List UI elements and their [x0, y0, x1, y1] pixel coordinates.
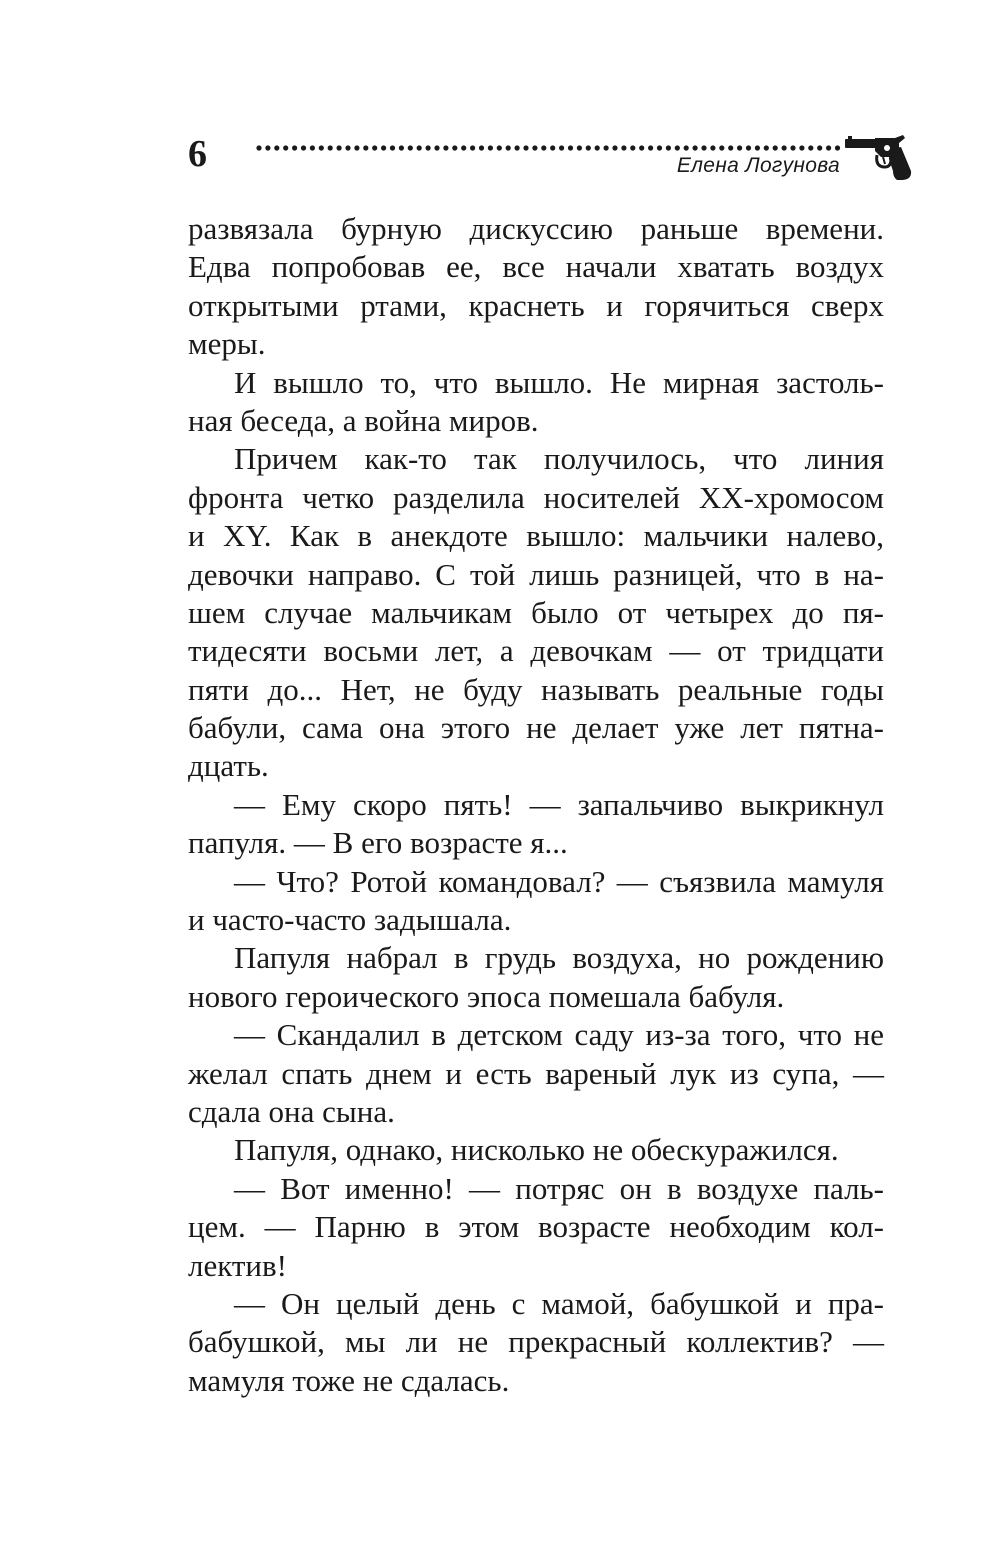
text-line: — Ему скоро пять! — запальчиво выкрикнул: [234, 786, 884, 822]
text-line: Причем как-то так получилось, что линия: [234, 441, 884, 477]
text-line: шем случае мальчикам было от четырех до пя-: [188, 594, 884, 630]
text-line: меры.: [188, 326, 266, 362]
text-line: — Вот именно! — потряс он в воздухе паль-: [234, 1170, 884, 1206]
text-line: развязала бурную дискуссию раньше времени.: [188, 211, 884, 246]
revolver-icon: [845, 135, 913, 181]
text-line: лектив!: [188, 1247, 287, 1283]
text-line: мамуля тоже не сдалась.: [188, 1362, 510, 1398]
text-line: желал спать днем и есть вареный лук из супа, —: [188, 1055, 884, 1091]
text-line: девочки направо. С той лишь разницей, что в на-: [188, 556, 884, 592]
text-line: цем. — Парню в этом возрасте необходим кол-: [188, 1209, 884, 1245]
text-line: ная беседа, а война миров.: [188, 402, 539, 438]
text-line: и часто-часто задышала.: [188, 902, 512, 938]
text-line: — Что? Ротой командовал? — съязвила мамуля: [234, 863, 884, 899]
text-line: тидесяти восьми лет, а девочкам — от тридцати: [188, 633, 884, 669]
text-line: Едва попробовав ее, все начали хватать воздух: [188, 249, 884, 285]
text-line: пяти до... Нет, не буду называть реальные годы: [188, 671, 884, 707]
text-line: нового героического эпоса помешала бабуля.: [188, 978, 785, 1014]
text-line: — Он целый день с мамой, бабушкой и пра-: [234, 1285, 884, 1321]
text-line: — Скандалил в детском саду из-за того, что не: [234, 1017, 884, 1053]
body-text: [188, 210, 884, 1400]
header-dotted-rule: [255, 143, 845, 153]
text-line: Папуля, однако, нисколько не обескуражился.: [234, 1132, 839, 1168]
running-head-author: Елена Логунова: [676, 154, 840, 177]
text-line: И вышло то, что вышло. Не мирная застоль-: [234, 364, 884, 400]
text-line: Папуля набрал в грудь воздуха, но рождению: [234, 940, 884, 976]
text-line: дцать.: [188, 748, 269, 784]
text-line: бабули, сама она этого не делает уже лет пятна-: [188, 710, 884, 746]
page-number: 6: [188, 133, 207, 175]
text-line: папуля. — В его возрасте я...: [188, 825, 568, 861]
text-line: фронта четко разделила носителей XX-хромосом: [188, 479, 884, 515]
text-line: и XY. Как в анекдоте вышло: мальчики налево,: [188, 518, 884, 554]
text-line: сдала она сына.: [188, 1093, 395, 1129]
text-line: открытыми ртами, краснеть и горячиться сверх: [188, 287, 884, 323]
text-line: бабушкой, мы ли не прекрасный коллектив? —: [188, 1324, 884, 1360]
